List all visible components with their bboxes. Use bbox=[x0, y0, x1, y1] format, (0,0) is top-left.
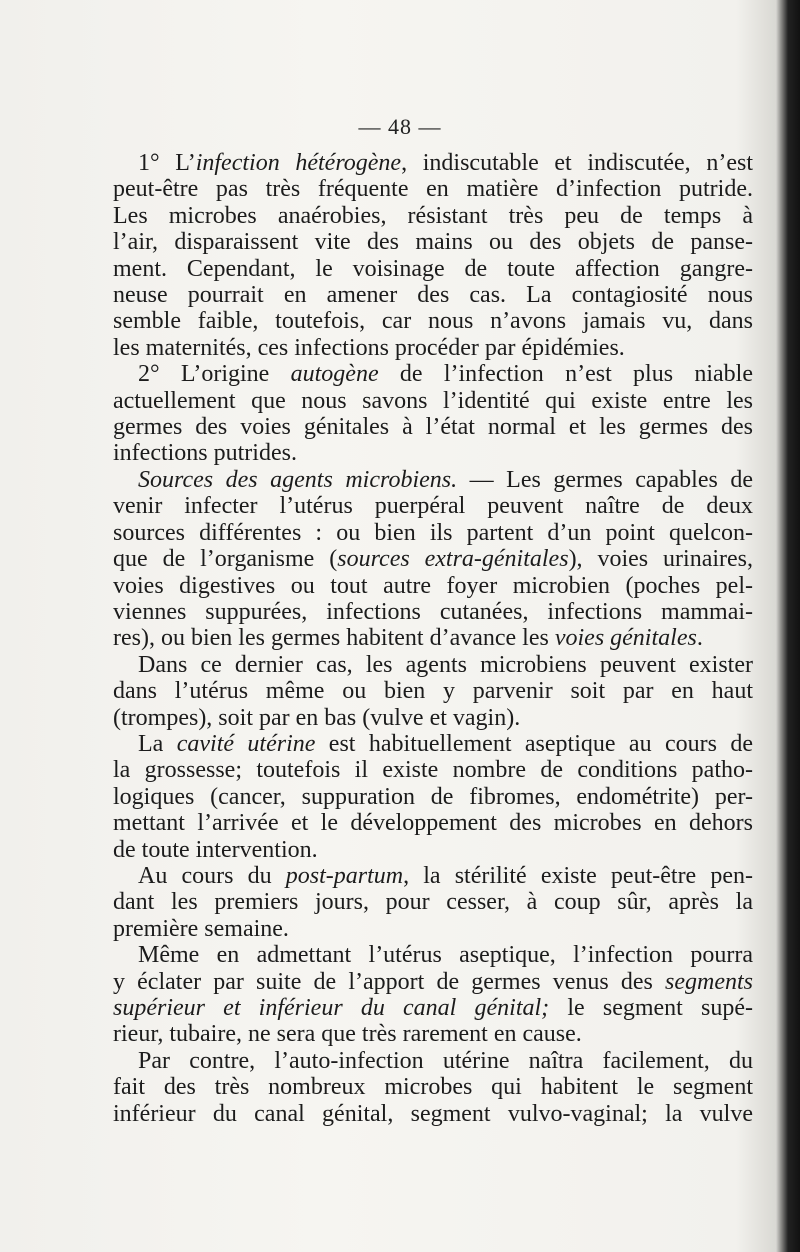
text-line bbox=[113, 863, 753, 889]
italic-text: voies génitales bbox=[554, 625, 697, 652]
text-line bbox=[113, 440, 753, 466]
text-line bbox=[113, 467, 753, 493]
text-segment: 1° L’ bbox=[138, 150, 196, 176]
body-text bbox=[113, 150, 753, 1127]
text-segment: Les microbes anaérobies, résistant très peu de temps à bbox=[113, 202, 753, 229]
text-line bbox=[113, 757, 753, 783]
text-segment: voies digestives ou tout autre foyer microbien (poches pel- bbox=[113, 572, 753, 599]
italic-text: segments bbox=[665, 968, 753, 995]
text-segment: sources différentes : ou bien ils partent d’un point quelcon- bbox=[113, 519, 753, 546]
text-segment: — Les germes capables de bbox=[457, 466, 753, 493]
text-segment: Même en admettant l’utérus aseptique, l’infection pourra bbox=[138, 942, 753, 969]
text-segment: que de l’organisme ( bbox=[113, 546, 338, 573]
text-segment: peut-être pas très fréquente en matière d’infection putride. bbox=[113, 176, 753, 203]
text-line bbox=[113, 625, 753, 651]
paragraph bbox=[113, 361, 753, 467]
text-line bbox=[113, 652, 753, 678]
italic-text: Sources des agents microbiens. bbox=[138, 466, 458, 493]
text-line bbox=[113, 1074, 753, 1100]
text-line bbox=[113, 308, 753, 334]
text-line bbox=[113, 573, 753, 599]
text-segment: les maternités, ces infections procéder par épidémies. bbox=[113, 334, 625, 361]
text-segment: semble faible, toutefois, car nous n’avons jamais vu, dans bbox=[113, 308, 753, 335]
text-line bbox=[113, 361, 753, 387]
text-segment: La bbox=[138, 730, 177, 757]
text-line bbox=[113, 995, 753, 1021]
italic-text: supérieur et inférieur du canal génital; bbox=[113, 995, 550, 1021]
text-segment: logiques (cancer, suppuration de fibromes, endométrite) per- bbox=[113, 783, 753, 810]
text-segment: ment. Cependant, le voisinage de toute affection gangre- bbox=[113, 255, 753, 282]
text-line bbox=[113, 520, 753, 546]
text-segment: germes des voies génitales à l’état normal et les germes des bbox=[113, 414, 753, 441]
text-segment: fait des très nombreux microbes qui habitent le segment bbox=[113, 1074, 753, 1101]
text-segment: y éclater par suite de l’apport de germes venus des bbox=[113, 968, 666, 995]
text-segment: l’air, disparaissent vite des mains ou des objets de panse- bbox=[113, 229, 753, 256]
paragraph bbox=[113, 942, 753, 1048]
text-segment: Dans ce dernier cas, les agents microbiens peuvent exister bbox=[138, 651, 753, 678]
text-line bbox=[113, 705, 753, 731]
text-line bbox=[113, 678, 753, 704]
paragraph bbox=[113, 652, 753, 731]
paragraph bbox=[113, 863, 753, 942]
text-line bbox=[113, 282, 753, 308]
text-line bbox=[113, 176, 753, 202]
text-line bbox=[113, 599, 753, 625]
text-segment: 2° L’origine bbox=[138, 361, 291, 388]
text-line bbox=[113, 942, 753, 968]
text-line bbox=[113, 546, 753, 572]
text-segment: Par contre, l’auto-infection utérine naîtra facilement, du bbox=[138, 1047, 753, 1074]
text-segment: infections putrides. bbox=[113, 440, 297, 467]
text-line bbox=[113, 810, 753, 836]
text-line bbox=[113, 731, 753, 757]
text-segment: . bbox=[696, 625, 703, 652]
text-segment: , la stérilité existe peut-être pen- bbox=[403, 862, 753, 889]
text-line bbox=[113, 1021, 753, 1047]
text-segment: inférieur du canal génital, segment vulvo-vaginal; la vulve bbox=[113, 1100, 753, 1127]
page-number: — 48 — bbox=[358, 114, 442, 139]
italic-text: post-partum bbox=[285, 862, 404, 889]
text-segment: mettant l’arrivée et le développement des microbes en dehors bbox=[113, 810, 753, 837]
text-segment: première semaine. bbox=[113, 915, 289, 942]
text-segment: viennes suppurées, infections cutanées, infections mammai- bbox=[113, 598, 753, 625]
text-segment: dant les premiers jours, pour cesser, à coup sûr, après la bbox=[113, 889, 753, 916]
paragraph bbox=[113, 150, 753, 361]
text-line bbox=[113, 969, 753, 995]
paragraph bbox=[113, 731, 753, 863]
text-line bbox=[113, 150, 753, 176]
text-line bbox=[113, 916, 753, 942]
paragraph bbox=[113, 1048, 753, 1127]
text-segment: actuellement que nous savons l’identité qui existe entre les bbox=[113, 387, 753, 414]
text-line bbox=[113, 229, 753, 255]
text-segment: res), ou bien les germes habitent d’avance les bbox=[113, 625, 555, 652]
text-line bbox=[113, 203, 753, 229]
text-line bbox=[113, 784, 753, 810]
italic-text: autogène bbox=[290, 361, 379, 388]
italic-text: sources extra-génitales bbox=[337, 546, 569, 573]
text-segment: dans l’utérus même ou bien y parvenir soit par en haut bbox=[113, 678, 753, 705]
text-line bbox=[113, 493, 753, 519]
text-segment: de l’infection n’est plus niable bbox=[378, 361, 753, 388]
text-segment: Au cours du bbox=[138, 862, 286, 889]
text-line bbox=[113, 335, 753, 361]
text-segment: le segment supé- bbox=[549, 995, 753, 1021]
text-segment: rieur, tubaire, ne sera que très rarement en cause. bbox=[113, 1021, 582, 1048]
text-segment: venir infecter l’utérus puerpéral peuvent naître de deux bbox=[113, 493, 753, 520]
paragraph bbox=[113, 467, 753, 652]
text-segment: de toute intervention. bbox=[113, 836, 318, 863]
text-line bbox=[113, 889, 753, 915]
text-segment: la grossesse; toutefois il existe nombre de conditions patho- bbox=[113, 757, 753, 784]
italic-text: cavité utérine bbox=[176, 730, 316, 757]
text-line bbox=[113, 1101, 753, 1127]
text-segment: ), voies urinaires, bbox=[568, 546, 754, 573]
text-segment: neuse pourrait en amener des cas. La contagiosité nous bbox=[113, 282, 753, 309]
text-segment: , indiscutable et indiscutée, n’est bbox=[401, 150, 754, 176]
text-segment: (trompes), soit par en bas (vulve et vagin). bbox=[113, 704, 521, 731]
text-line bbox=[113, 388, 753, 414]
text-line bbox=[113, 837, 753, 863]
italic-text: infection hétérogène bbox=[195, 150, 402, 176]
text-line bbox=[113, 1048, 753, 1074]
text-line bbox=[113, 256, 753, 282]
text-line bbox=[113, 414, 753, 440]
text-segment: est habituellement aseptique au cours de bbox=[315, 730, 754, 757]
